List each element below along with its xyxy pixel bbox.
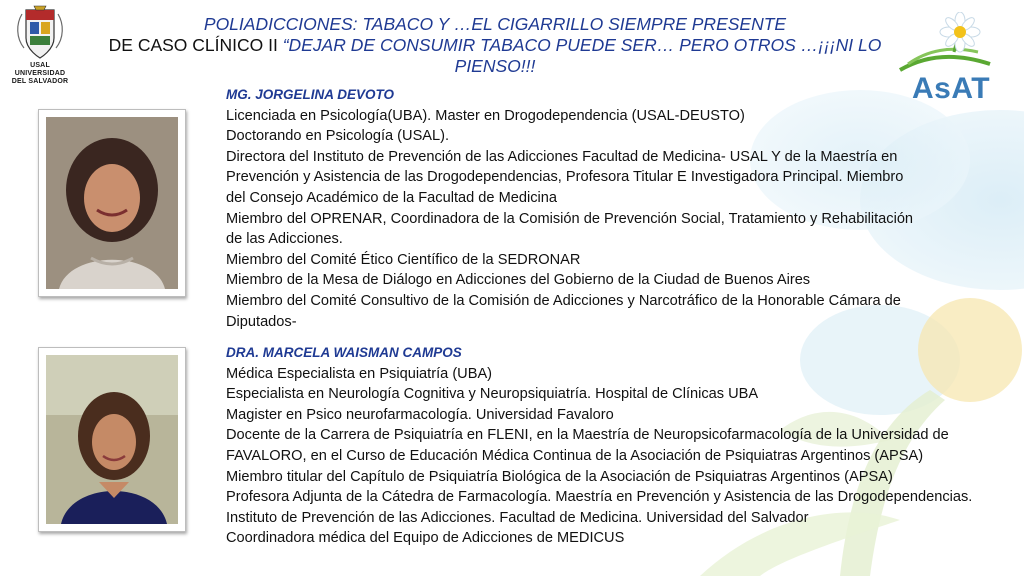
bio-line: Magister en Psico neurofarmacología. Universidad Favaloro xyxy=(226,406,614,423)
bio-line: Directora del Instituto de Prevención de las Adicciones Facultad de Medicina- USAL Y de la Maestría en xyxy=(226,148,898,165)
usal-label-salvador: DEL SALVADOR xyxy=(11,78,69,85)
photo-marcela-waisman-campos xyxy=(38,347,186,532)
bio-line: Instituto de Prevención de las Adicciones. Facultad de Medicina. Universidad del Salvador xyxy=(226,509,809,526)
title-line-2 xyxy=(100,35,890,77)
bio-line: de las Adicciones. xyxy=(226,231,343,248)
bio-line: Miembro del Comité Ético Científico de la SEDRONAR xyxy=(226,251,581,268)
bio-line: del Consejo Académico de la Facultad de Medicina xyxy=(226,189,557,206)
portrait-woman-icon xyxy=(39,110,185,296)
title-line-1: POLIADICCIONES: TABACO Y …EL CIGARRILLO SIEMPRE PRESENTE xyxy=(203,14,787,34)
bio-line: Doctorando en Psicología (USAL). xyxy=(226,128,450,145)
title-line-2-quote: “DEJAR DE CONSUMIR TABACO PUEDE SER… PERO OTROS …¡¡¡NI LO PIENSO!!! xyxy=(282,35,882,76)
bio-jorgelina-devoto xyxy=(226,85,913,332)
bio-line: Miembro de la Mesa de Diálogo en Adicciones del Gobierno de la Ciudad de Buenos Aires xyxy=(226,272,811,289)
usal-label-university: UNIVERSIDAD xyxy=(14,70,66,77)
person-name: MG. JORGELINA DEVOTO xyxy=(226,87,395,102)
bio-line: Diputados- xyxy=(226,313,297,330)
bio-line: Miembro titular del Capítulo de Psiquiatría Biológica de la Asociación de Psiquiatras Argentinos (APSA) xyxy=(226,468,893,485)
bio-line: FAVALORO, en el Curso de Educación Médica Continua de la Asociación de Psiquiatras Argentinos (APSA) xyxy=(226,447,924,464)
usal-label: USAL xyxy=(30,62,50,69)
usal-crest-icon xyxy=(8,4,72,62)
bio-line: Miembro del Comité Consultivo de la Comisión de Adicciones y Narcotráfico de la Honorable Cámara de xyxy=(226,292,901,309)
person-name: DRA. MARCELA WAISMAN CAMPOS xyxy=(226,345,462,360)
portrait-woman-icon xyxy=(39,348,185,531)
bio-line: Licenciada en Psicología(UBA). Master en Drogodependencia (USAL-DEUSTO) xyxy=(226,107,745,124)
title-line-2-prefix: DE CASO CLÍNICO II xyxy=(108,35,283,55)
bio-marcela-waisman-campos xyxy=(226,343,972,549)
bio-line: Coordinadora médica del Equipo de Adicciones de MEDICUS xyxy=(226,530,625,547)
slide-title xyxy=(100,14,890,77)
bio-line: Médica Especialista en Psiquiatría (UBA) xyxy=(226,365,493,382)
bio-line: Prevención y Asistencia de las Drogodependencias, Profesora Titular E Investigadora Principal. Miembro xyxy=(226,169,904,186)
usal-logo xyxy=(8,4,72,92)
bio-line: Miembro del OPRENAR, Coordinadora de la Comisión de Prevención Social, Tratamiento y Rehabilitación xyxy=(226,210,914,227)
bio-line: Profesora Adjunta de la Cátedra de Farmacología. Maestría en Prevención y Asistencia de las Drogodependencias. xyxy=(226,489,973,506)
asat-flower-icon xyxy=(894,12,1010,76)
bio-line: Especialista en Neurología Cognitiva y Neuropsiquiatría. Hospital de Clínicas UBA xyxy=(226,386,759,403)
bio-line: Docente de la Carrera de Psiquiatría en FLENI, en la Maestría de Neuropsicofarmacología de la Universidad de xyxy=(226,427,949,444)
asat-wordmark: AsAT xyxy=(912,72,991,105)
photo-jorgelina-devoto xyxy=(38,109,186,297)
